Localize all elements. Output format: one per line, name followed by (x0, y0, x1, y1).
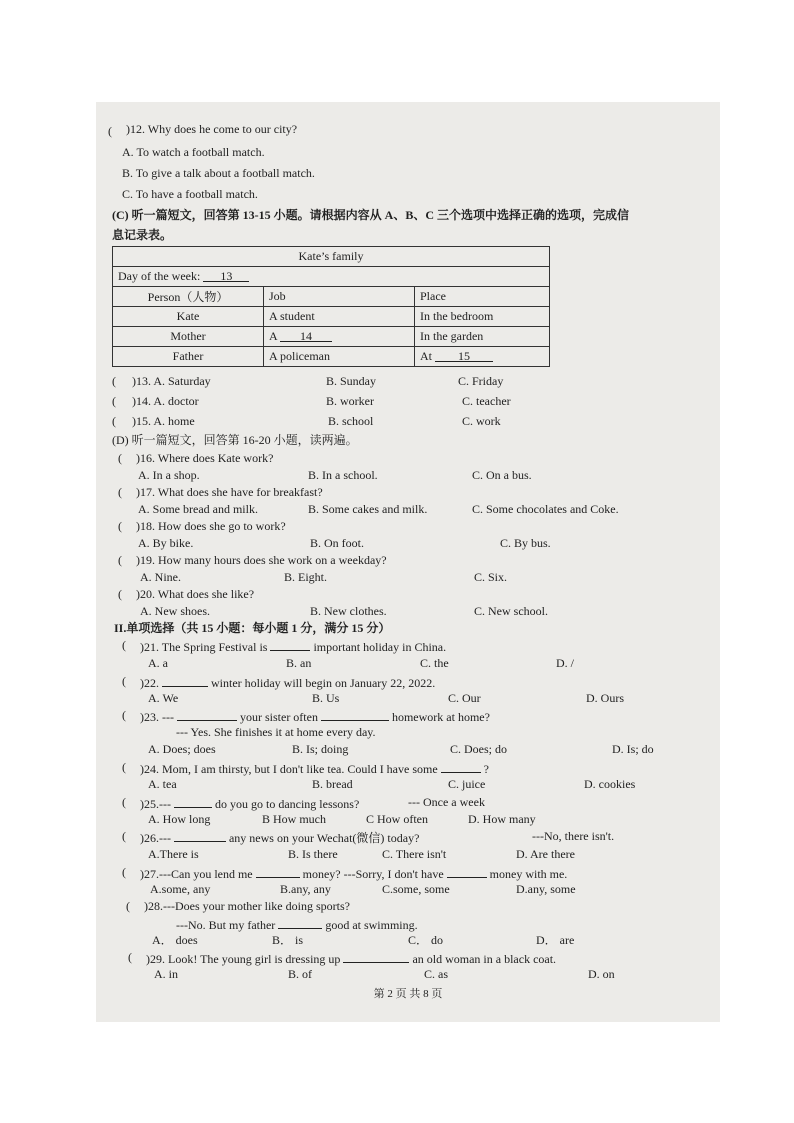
q22-option-b: B. Us (312, 691, 340, 705)
q25-stem-start: )25.--- (140, 797, 171, 811)
answer-paren: ( (118, 451, 122, 465)
q25-stem-end: do you go to dancing lessons? (214, 797, 360, 811)
q26-stem (140, 829, 419, 846)
q26-option-a: A.There is (148, 847, 199, 861)
day-of-week-row (113, 267, 550, 287)
q25-stem (140, 795, 359, 812)
q24-option-a: A. tea (148, 777, 177, 791)
q27-option-a: A.some, any (150, 882, 211, 896)
q12-stem: )12. Why does he come to our city? (126, 122, 298, 136)
q19-option-a: A. Nine. (140, 570, 181, 584)
q17-option-b: B. Some cakes and milk. (308, 502, 428, 516)
q27-stem-start: )27.---Can you lend me (140, 867, 253, 881)
q22-stem-start: )22. (140, 676, 159, 690)
answer-paren: ( (112, 394, 116, 408)
q21-option-a: A. a (148, 656, 168, 670)
q22-blank (162, 674, 208, 687)
section-d-instruction: (D) 听一篇短文，回答第 16-20 小题，读两遍。 (112, 433, 358, 447)
page-footer: 第 2 页 共 8 页 (373, 988, 443, 1000)
exam-page (96, 102, 720, 1022)
q29-option-c: C. as (424, 967, 448, 981)
cell-place-father (415, 347, 550, 367)
q13-option-c: C. Friday (458, 374, 504, 388)
answer-paren: ( (122, 708, 126, 722)
answer-paren: ( (122, 829, 126, 843)
blank-15: 15 (435, 349, 493, 362)
q24-blank (441, 760, 481, 773)
q23-option-a: A. Does; does (148, 742, 216, 756)
answer-paren: ( (118, 553, 122, 567)
q25-option-d: D. How many (468, 812, 536, 826)
kates-family-table (112, 246, 550, 367)
q23-option-c: C. Does; do (450, 742, 507, 756)
answer-paren: ( (112, 374, 116, 388)
q29-option-b: B. of (288, 967, 312, 981)
q24-option-c: C. juice (448, 777, 486, 791)
q18-option-c: C. By bus. (500, 536, 551, 550)
section-c-instruction-cont: 息记录表。 (112, 228, 173, 242)
q15-option-b: B. school (328, 414, 374, 428)
cell-person-father: Father (113, 347, 264, 367)
q21-stem (140, 638, 446, 655)
q27-option-d: D.any, some (516, 882, 576, 896)
q17-stem: )17. What does she have for breakfast? (136, 485, 323, 499)
q18-stem: )18. How does she go to work? (136, 519, 286, 533)
answer-paren: ( (118, 587, 122, 601)
answer-paren: ( (108, 124, 112, 138)
q20-option-a: A. New shoes. (140, 604, 210, 618)
q29-blank (343, 950, 409, 963)
q21-option-c: C. the (420, 656, 449, 670)
q23-option-d: D. Is; do (612, 742, 654, 756)
q16-stem: )16. Where does Kate work? (136, 451, 274, 465)
section-c-instruction: (C) 听一篇短文，回答第 13-15 小题。请根据内容从 A、B、C 三个选项中选择正确的选项，完成信 (112, 208, 629, 222)
header-place: Place (415, 287, 550, 307)
q25-option-b: B How much (262, 812, 326, 826)
q20-option-c: C. New school. (474, 604, 548, 618)
q23-stem (140, 708, 490, 725)
cell-person-mother: Mother (113, 327, 264, 347)
cell-job-father: A policeman (264, 347, 415, 367)
q24-stem-start: )24. Mom, I am thirsty, but I don't like tea. Could I have some (140, 762, 438, 776)
q28-stem: )28.---Does your mother like doing sports? (144, 899, 350, 913)
answer-paren: ( (118, 519, 122, 533)
q29-stem-start: )29. Look! The young girl is dressing up (146, 952, 341, 966)
q17-option-c: C. Some chocolates and Coke. (472, 502, 619, 516)
q26-option-c: C. There isn't (382, 847, 447, 861)
q27-option-b: B.any, any (280, 882, 331, 896)
cell-job-mother (264, 327, 415, 347)
q14-option-a: )14. A. doctor (132, 394, 199, 408)
q23-reply: --- Yes. She finishes it at home every day. (176, 725, 376, 739)
q20-stem: )20. What does she like? (136, 587, 255, 601)
q26-stem-start: )26.--- (140, 831, 171, 845)
q18-option-b: B. On foot. (310, 536, 364, 550)
q17-option-a: A. Some bread and milk. (138, 502, 258, 516)
q25-blank (174, 795, 212, 808)
answer-paren: ( (122, 865, 126, 879)
answer-paren: ( (118, 485, 122, 499)
q23-option-b: B. Is; doing (292, 742, 349, 756)
q27-blank-2 (447, 865, 487, 878)
q21-option-b: B. an (286, 656, 312, 670)
q27-option-c: C.some, some (382, 882, 450, 896)
q13-option-b: B. Sunday (326, 374, 377, 388)
q26-stem-end: any news on your Wechat(微信) today? (228, 831, 420, 845)
q16-option-a: A. In a shop. (138, 468, 200, 482)
q27-blank-1 (256, 865, 300, 878)
q19-option-b: B. Eight. (284, 570, 328, 584)
q19-stem: )19. How many hours does she work on a weekday? (136, 553, 387, 567)
q13-option-a: )13. A. Saturday (132, 374, 211, 388)
q23-blank-1 (177, 708, 237, 721)
q14-option-c: C. teacher (462, 394, 511, 408)
q28-reply-start: ---No. But my father (176, 918, 276, 932)
q20-option-b: B. New clothes. (310, 604, 387, 618)
q26-reply: ---No, there isn't. (532, 829, 615, 843)
q28-option-a: A． does (152, 933, 198, 947)
header-job: Job (264, 287, 415, 307)
q24-stem-end: ? (483, 762, 489, 776)
answer-paren: ( (122, 760, 126, 774)
q15-option-a: )15. A. home (132, 414, 195, 428)
q24-stem (140, 760, 489, 777)
q21-blank (270, 638, 310, 651)
answer-paren: ( (122, 795, 126, 809)
day-of-week-label: Day of the week: (118, 269, 201, 283)
q28-reply-end: good at swimming. (325, 918, 418, 932)
header-person: Person（人物） (113, 287, 264, 307)
q28-blank (278, 916, 322, 929)
q22-option-d: D. Ours (586, 691, 624, 705)
cell-person-kate: Kate (113, 307, 264, 327)
q12-option-a: A. To watch a football match. (122, 145, 265, 159)
place-prefix: At (420, 349, 432, 363)
q28-option-b: B． is (272, 933, 304, 947)
q21-option-d: D. / (556, 656, 574, 670)
q22-option-c: C. Our (448, 691, 481, 705)
answer-paren: ( (122, 638, 126, 652)
q23-blank-2 (321, 708, 389, 721)
q26-blank (174, 829, 226, 842)
q25-option-a: A. How long (148, 812, 211, 826)
q28-option-c: C． do (408, 933, 444, 947)
q15-option-c: C. work (462, 414, 501, 428)
q16-option-c: C. On a bus. (472, 468, 532, 482)
q19-option-c: C. Six. (474, 570, 508, 584)
q29-option-a: A. in (154, 967, 178, 981)
q28-reply (176, 916, 418, 933)
q23-stem-mid: your sister often (239, 710, 318, 724)
q21-stem-end: important holiday in China. (313, 640, 447, 654)
q23-stem-end: homework at home? (391, 710, 490, 724)
q26-option-b: B. Is there (288, 847, 338, 861)
q22-stem (140, 674, 435, 691)
q29-stem-end: an old woman in a black coat. (412, 952, 557, 966)
section-2-heading: II.单项选择（共 15 小题：每小题 1 分，满分 15 分） (114, 621, 391, 635)
q27-stem-end: money with me. (489, 867, 568, 881)
q18-option-a: A. By bike. (138, 536, 194, 550)
q29-stem (146, 950, 556, 967)
q16-option-b: B. In a school. (308, 468, 378, 482)
answer-paren: ( (112, 414, 116, 428)
q27-stem (140, 865, 567, 882)
answer-paren: ( (122, 674, 126, 688)
cell-place-mother: In the garden (415, 327, 550, 347)
job-article: A (269, 329, 278, 343)
q23-stem-start: )23. --- (140, 710, 174, 724)
q24-option-d: D. cookies (584, 777, 636, 791)
q25-option-c: C How often (366, 812, 428, 826)
table-title: Kate’s family (113, 247, 550, 267)
q28-option-d: D． are (536, 933, 575, 947)
q24-option-b: B. bread (312, 777, 353, 791)
q27-stem-mid: money? ---Sorry, I don't have (302, 867, 444, 881)
q12-option-c: C. To have a football match. (122, 187, 258, 201)
q12-option-b: B. To give a talk about a football match. (122, 166, 315, 180)
q29-option-d: D. on (588, 967, 615, 981)
q25-reply: --- Once a week (408, 795, 485, 809)
answer-paren: ( (128, 950, 132, 964)
blank-14: 14 (280, 329, 332, 342)
q14-option-b: B. worker (326, 394, 374, 408)
cell-place-kate: In the bedroom (415, 307, 550, 327)
blank-13: 13 (203, 269, 249, 282)
cell-job-kate: A student (264, 307, 415, 327)
q21-stem-start: )21. The Spring Festival is (140, 640, 268, 654)
q22-stem-end: winter holiday will begin on January 22, 2022. (211, 676, 436, 690)
q26-option-d: D. Are there (516, 847, 575, 861)
q22-option-a: A. We (148, 691, 179, 705)
answer-paren: ( (126, 899, 130, 913)
